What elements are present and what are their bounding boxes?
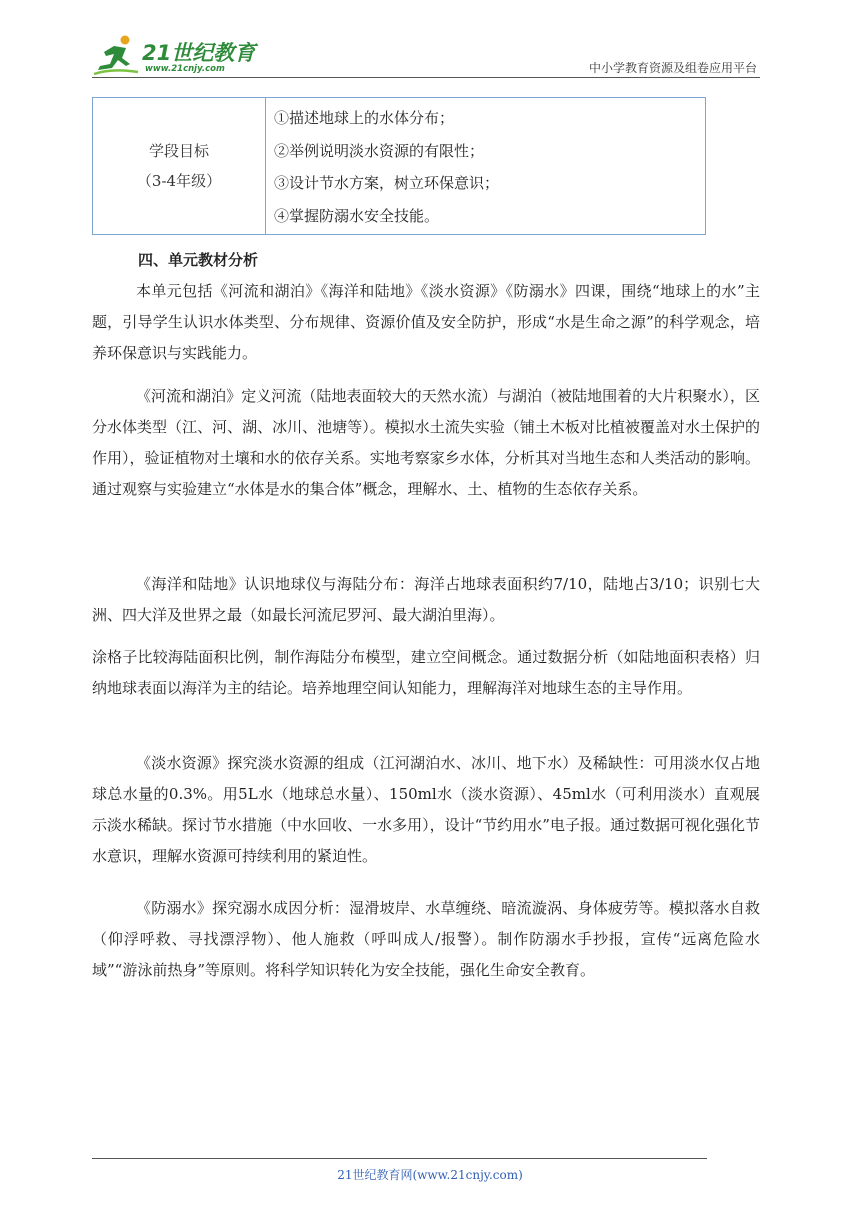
goal-item: ③设计节水方案，树立环保意识； xyxy=(274,174,500,192)
paragraph-ocean-land: 《海洋和陆地》认识地球仪与海陆分布：海洋占地球表面积约7/10，陆地占3/10；识别七大洲、四大洋及世界之最（如最长河流尼罗河、最大湖泊里海）。 xyxy=(92,575,760,624)
goal-item: ②举例说明淡水资源的有限性； xyxy=(274,141,485,160)
page-header xyxy=(0,0,860,80)
footer-link[interactable]: 21世纪教育网(www.21cnjy.com) xyxy=(337,1168,523,1182)
goals-cell xyxy=(274,102,701,232)
section-title: 四、单元教材分析 xyxy=(138,251,259,269)
stage-label-cell xyxy=(93,98,266,234)
site-logo[interactable] xyxy=(92,34,262,80)
footer-divider xyxy=(92,1158,707,1159)
goal-item: ①描述地球上的水体分布； xyxy=(274,109,455,127)
stage-goals-table xyxy=(92,97,706,235)
paragraph-ocean-land-activities: 涂格子比较海陆面积比例，制作海陆分布模型，建立空间概念。通过数据分析（如陆地面积表格）归纳地球表面以海洋为主的结论。培养地理空间认知能力，理解海洋对地球生态的主导作用。 xyxy=(92,648,760,697)
paragraph-drowning: 《防溺水》探究溺水成因分析：湿滑坡岸、水草缠绕、暗流漩涡、身体疲劳等。模拟落水自救（仰浮呼救、寻找漂浮物）、他人施救（呼叫成人/报警）。制作防溺水手抄报，宣传“远离危险水域”“游泳前热身”等原则。将科学知识转化为安全技能，强化生命安全教育。 xyxy=(92,899,760,979)
stage-label: 学段目标 xyxy=(148,142,209,160)
paragraph-freshwater: 《淡水资源》探究淡水资源的组成（江河湖泊水、冰川、地下水）及稀缺性：可用淡水仅占地球总水量的0.3%。用5L水（地球总水量）、150ml水（淡水资源）、45ml水（可利用淡水）直观展示淡水稀缺。探讨节水措施（中水回收、一水多用），设计“节约用水”电子报。通过数据可视化强化节水意识，理解水资源可持续利用的紧迫性。 xyxy=(92,754,760,865)
goal-item: ④掌握防溺水安全技能。 xyxy=(274,206,440,225)
paragraph-rivers-lakes: 《河流和湖泊》定义河流（陆地表面较大的天然水流）与湖泊（被陆地围着的大片积聚水），区分水体类型（江、河、湖、冰川、池塘等）。模拟水土流失实验（铺土木板对比植被覆盖对水土保护的作用），验证植物对土壤和水的依存关系。实地考察家乡水体，分析其对当地生态和人类活动的影响。通过观察与实验建立“水体是水的集合体”概念，理解水、土、植物的生态依存关系。 xyxy=(92,387,760,498)
header-divider xyxy=(92,77,760,78)
platform-name: 中小学教育资源及组卷应用平台 xyxy=(588,61,757,75)
logo-text: 21世纪教育 xyxy=(142,41,256,65)
logo-url: www.21cnjy.com xyxy=(145,64,225,74)
runner-icon xyxy=(92,34,144,78)
grade-label: （3-4年级） xyxy=(136,172,222,190)
paragraph-intro: 本单元包括《河流和湖泊》《海洋和陆地》《淡水资源》《防溺水》四课，围绕“地球上的水”主题，引导学生认识水体类型、分布规律、资源价值及安全防护，形成“水是生命之源”的科学观念，培养环保意识与实践能力。 xyxy=(92,282,760,362)
